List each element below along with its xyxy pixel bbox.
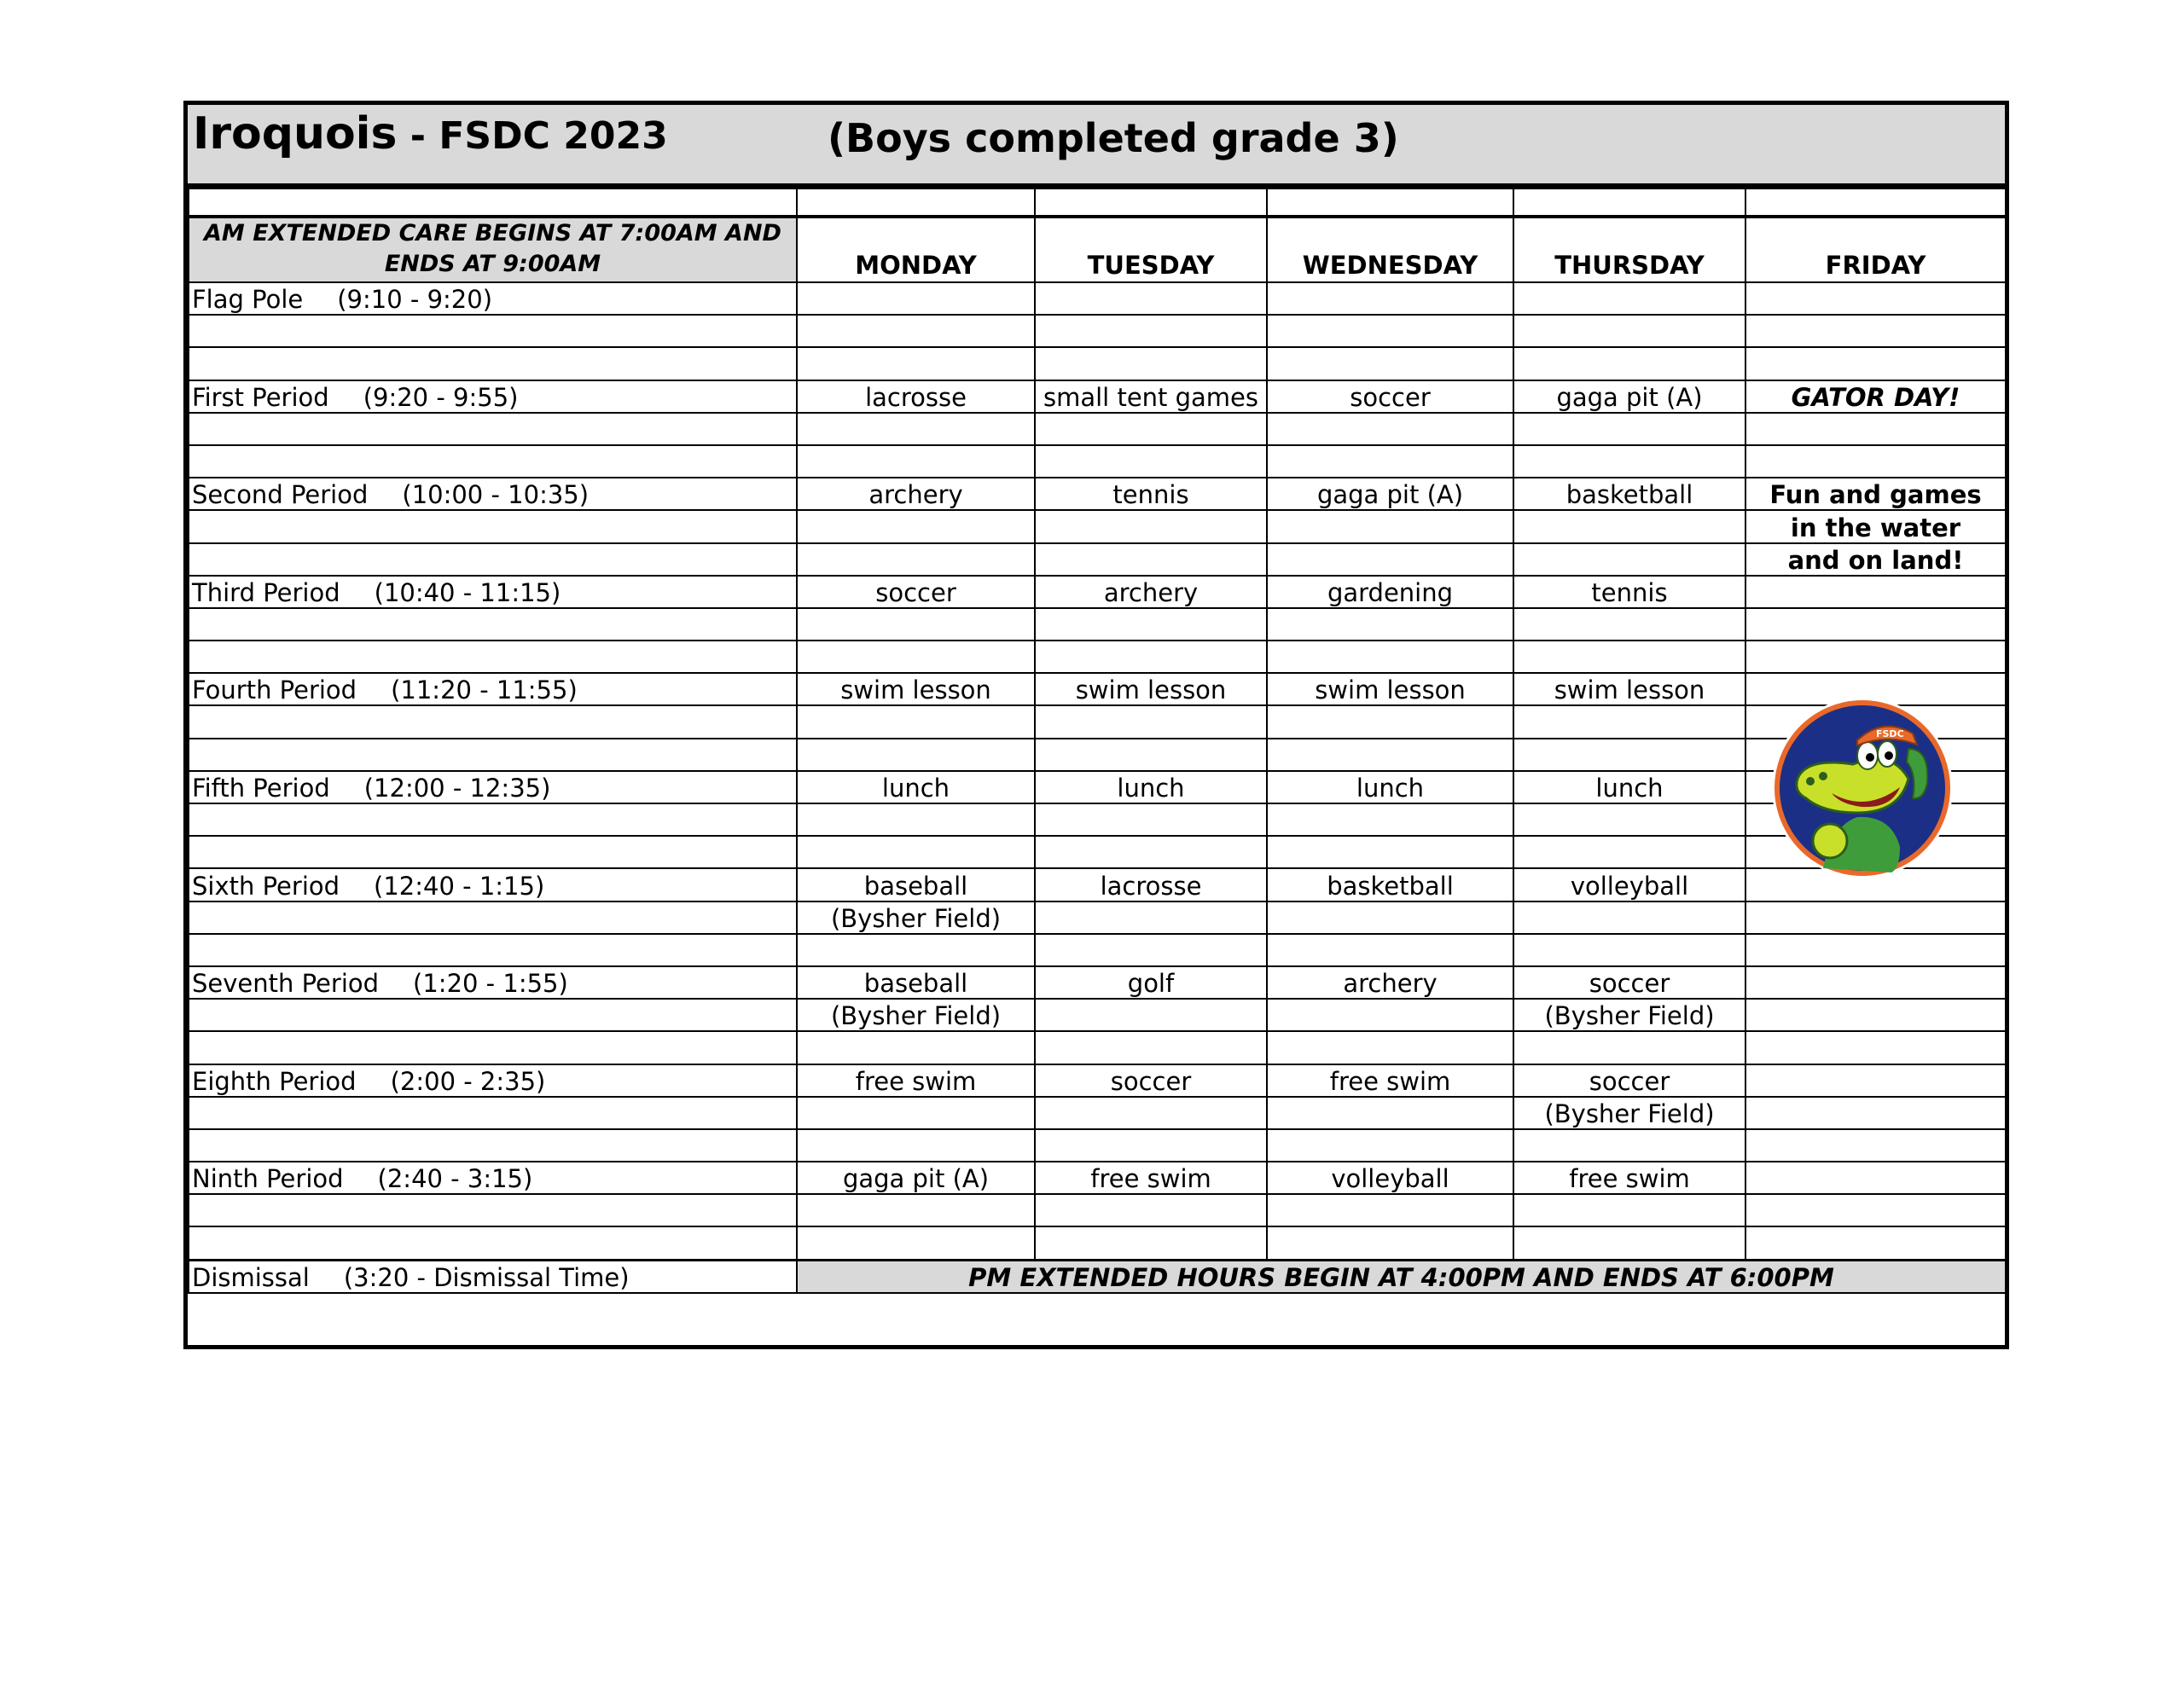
activity-cell-mon [797,836,1035,868]
activity-cell-mon [797,934,1035,966]
period-name: Sixth Period [192,871,340,901]
period-time: (9:10 - 9:20) [337,285,493,315]
schedule-row [189,608,2006,641]
schedule-row [189,510,2006,542]
period-time: (11:20 - 11:55) [391,675,578,705]
schedule-grid [188,188,2005,1294]
period-cell [189,413,797,445]
activity-cell-tue: lacrosse [1035,868,1267,901]
period-cell [189,510,797,542]
activity-cell-tue [1035,510,1267,542]
schedule-row [189,1129,2006,1162]
activity-cell-fri [1745,413,2006,445]
activity-cell-wed: gaga pit (A) [1267,478,1513,510]
activity-cell-fri: GATOR DAY! [1745,380,2006,413]
period-name: Fourth Period [192,675,357,705]
activity-cell-wed [1267,836,1513,868]
activity-cell-mon [797,1226,1035,1260]
activity-cell-fri [1745,347,2006,380]
activity-cell-fri: in the water [1745,510,2006,542]
period-name: Fifth Period [192,774,330,803]
activity-cell-mon: lunch [797,771,1035,803]
activity-cell-fri [1745,1097,2006,1129]
activity-cell-mon [797,1031,1035,1064]
period-cell [189,282,797,315]
schedule-row [189,966,2006,999]
schedule-row [189,1162,2006,1194]
activity-cell-tue [1035,934,1267,966]
schedule-row [189,1226,2006,1260]
activity-cell-mon [797,803,1035,836]
activity-cell-thu: free swim [1513,1162,1745,1194]
schedule-row [189,1097,2006,1129]
period-name: Eighth Period [192,1066,357,1096]
schedule-row [189,1064,2006,1097]
activity-cell-tue: free swim [1035,1162,1267,1194]
period-cell [189,868,797,901]
schedule-row [189,380,2006,413]
activity-cell-thu [1513,705,1745,738]
schedule-row [189,543,2006,576]
spacer-cell [189,188,797,217]
period-cell [189,803,797,836]
dismissal-label: Dismissal [192,1262,310,1292]
activity-cell-wed [1267,510,1513,542]
activity-cell-wed: basketball [1267,868,1513,901]
period-time: (1:20 - 1:55) [413,969,568,999]
activity-cell-thu [1513,803,1745,836]
spacer-cell [1745,188,2006,217]
activity-cell-wed [1267,315,1513,347]
activity-cell-mon [797,1097,1035,1129]
activity-cell-thu [1513,445,1745,478]
period-time: (10:00 - 10:35) [402,480,590,510]
period-cell [189,934,797,966]
activity-cell-tue [1035,315,1267,347]
activity-cell-fri [1745,608,2006,641]
activity-cell-wed [1267,543,1513,576]
activity-cell-wed [1267,999,1513,1031]
period-cell [189,1226,797,1260]
activity-cell-mon: swim lesson [797,673,1035,705]
title-dash: - [397,114,439,158]
period-cell [189,1129,797,1162]
activity-cell-tue [1035,282,1267,315]
activity-cell-wed: gardening [1267,576,1513,608]
spacer-cell [1513,188,1745,217]
activity-cell-tue: small tent games [1035,380,1267,413]
period-cell [189,1162,797,1194]
period-time: (9:20 - 9:55) [363,382,519,412]
period-cell [189,347,797,380]
activity-cell-wed [1267,282,1513,315]
activity-cell-thu: (Bysher Field) [1513,999,1745,1031]
spacer-cell [797,188,1035,217]
title-bar [188,105,2005,188]
activity-cell-mon: lacrosse [797,380,1035,413]
activity-cell-tue [1035,1226,1267,1260]
schedule-row [189,901,2006,934]
period-time: (2:40 - 3:15) [377,1164,533,1194]
activity-cell-fri [1745,315,2006,347]
period-cell [189,1194,797,1226]
activity-cell-mon [797,1194,1035,1226]
schedule-row [189,739,2006,771]
activity-cell-fri [1745,641,2006,673]
activity-cell-tue [1035,608,1267,641]
activity-cell-mon [797,413,1035,445]
activity-cell-thu: soccer [1513,1064,1745,1097]
activity-cell-wed: free swim [1267,1064,1513,1097]
activity-cell-tue: tennis [1035,478,1267,510]
schedule-row [189,347,2006,380]
activity-cell-mon: (Bysher Field) [797,999,1035,1031]
activity-cell-wed [1267,934,1513,966]
activity-cell-fri [1745,576,2006,608]
activity-cell-mon [797,705,1035,738]
activity-cell-thu [1513,413,1745,445]
activity-cell-wed [1267,445,1513,478]
activity-cell-fri: and on land! [1745,543,2006,576]
schedule-row [189,1031,2006,1064]
schedule-row [189,576,2006,608]
activity-cell-fri: Fun and games [1745,478,2006,510]
activity-cell-fri [1745,282,2006,315]
activity-cell-fri [1745,1129,2006,1162]
activity-cell-wed [1267,641,1513,673]
activity-cell-thu: lunch [1513,771,1745,803]
period-name: Ninth Period [192,1164,344,1194]
period-cell [189,445,797,478]
schedule-row [189,999,2006,1031]
schedule-row [189,803,2006,836]
activity-cell-fri [1745,1194,2006,1226]
activity-cell-mon [797,1129,1035,1162]
activity-cell-mon: archery [797,478,1035,510]
activity-cell-wed: soccer [1267,380,1513,413]
schedule-row [189,445,2006,478]
activity-cell-tue [1035,999,1267,1031]
dismissal-cell [189,1260,797,1293]
period-cell [189,836,797,868]
activity-cell-tue: soccer [1035,1064,1267,1097]
activity-cell-fri [1745,1031,2006,1064]
activity-cell-fri [1745,901,2006,934]
period-cell [189,608,797,641]
activity-cell-fri [1745,1064,2006,1097]
schedule-row [189,705,2006,738]
period-cell [189,1064,797,1097]
activity-cell-mon [797,282,1035,315]
activity-cell-thu [1513,1129,1745,1162]
activity-cell-thu [1513,641,1745,673]
activity-cell-tue [1035,901,1267,934]
activity-cell-fri [1745,934,2006,966]
activity-cell-mon [797,739,1035,771]
dismissal-row [189,1260,2006,1293]
day-header-thursday: THURSDAY [1513,217,1745,282]
activity-cell-thu [1513,1031,1745,1064]
activity-cell-tue [1035,1031,1267,1064]
activity-cell-tue: archery [1035,576,1267,608]
schedule-row [189,934,2006,966]
activity-cell-tue [1035,836,1267,868]
activity-cell-wed [1267,1129,1513,1162]
activity-cell-tue [1035,803,1267,836]
activity-cell-mon: baseball [797,868,1035,901]
activity-cell-wed [1267,803,1513,836]
activity-cell-wed [1267,739,1513,771]
activity-cell-mon: baseball [797,966,1035,999]
activity-cell-mon [797,445,1035,478]
group-title: (Boys completed grade 3) [828,115,1399,161]
schedule-row [189,315,2006,347]
schedule-row [189,282,2006,315]
period-cell [189,1097,797,1129]
period-cell [189,576,797,608]
activity-cell-tue [1035,1194,1267,1226]
activity-cell-mon: free swim [797,1064,1035,1097]
activity-cell-thu [1513,901,1745,934]
activity-cell-thu: basketball [1513,478,1745,510]
activity-cell-mon: soccer [797,576,1035,608]
gator-mascot-icon [1772,698,1953,878]
activity-cell-fri [1745,999,2006,1031]
gator-mascot-logo [1772,698,1953,878]
spacer-cell [1035,188,1267,217]
activity-cell-mon: gaga pit (A) [797,1162,1035,1194]
activity-cell-wed [1267,1031,1513,1064]
period-cell [189,771,797,803]
activity-cell-mon [797,510,1035,542]
day-header-friday: FRIDAY [1745,217,2006,282]
activity-cell-tue: golf [1035,966,1267,999]
schedule-row [189,836,2006,868]
schedule-row [189,673,2006,705]
activity-cell-mon: (Bysher Field) [797,901,1035,934]
period-cell [189,966,797,999]
activity-cell-thu [1513,608,1745,641]
period-name: First Period [192,382,329,412]
activity-cell-tue [1035,641,1267,673]
page-title [193,108,668,159]
schedule-row [189,1194,2006,1226]
activity-cell-wed [1267,901,1513,934]
activity-cell-thu: swim lesson [1513,673,1745,705]
activity-cell-thu: gaga pit (A) [1513,380,1745,413]
day-header-wednesday: WEDNESDAY [1267,217,1513,282]
activity-cell-tue: swim lesson [1035,673,1267,705]
period-cell [189,901,797,934]
am-extended-care-note: AM EXTENDED CARE BEGINS AT 7:00AM AND ENDS AT 9:00AM [189,217,797,282]
period-time: (2:00 - 2:35) [390,1066,546,1096]
schedule-row [189,771,2006,803]
activity-cell-thu [1513,1226,1745,1260]
activity-cell-mon [797,347,1035,380]
activity-cell-wed [1267,413,1513,445]
schedule-row [189,478,2006,510]
activity-cell-thu [1513,543,1745,576]
activity-cell-thu [1513,347,1745,380]
activity-cell-tue [1035,413,1267,445]
period-name: Seventh Period [192,969,380,999]
activity-cell-wed [1267,608,1513,641]
program-name: FSDC 2023 [439,114,668,158]
activity-cell-fri [1745,966,2006,999]
period-cell [189,380,797,413]
activity-cell-fri [1745,445,2006,478]
activity-cell-thu [1513,1194,1745,1226]
period-cell [189,999,797,1031]
activity-cell-wed: lunch [1267,771,1513,803]
period-cell [189,1031,797,1064]
spacer-cell [1267,188,1513,217]
activity-cell-tue [1035,543,1267,576]
period-cell [189,478,797,510]
activity-cell-mon [797,543,1035,576]
schedule-body [189,282,2006,1260]
period-cell [189,315,797,347]
activity-cell-tue [1035,739,1267,771]
activity-cell-thu [1513,836,1745,868]
activity-cell-thu [1513,510,1745,542]
activity-cell-tue [1035,445,1267,478]
schedule-row [189,413,2006,445]
activity-cell-mon [797,315,1035,347]
activity-cell-thu [1513,315,1745,347]
activity-cell-wed [1267,1194,1513,1226]
period-cell [189,705,797,738]
activity-cell-thu [1513,934,1745,966]
day-header-tuesday: TUESDAY [1035,217,1267,282]
activity-cell-tue [1035,347,1267,380]
activity-cell-wed [1267,347,1513,380]
svg-text:FSDC: FSDC [1876,728,1904,739]
activity-cell-tue [1035,1129,1267,1162]
activity-cell-fri [1745,1226,2006,1260]
activity-cell-wed [1267,1226,1513,1260]
period-time: (10:40 - 11:15) [374,577,561,607]
schedule-row [189,868,2006,901]
period-time: (12:00 - 12:35) [363,774,551,803]
activity-cell-wed [1267,705,1513,738]
schedule-row [189,641,2006,673]
pm-extended-hours-note: PM EXTENDED HOURS BEGIN AT 4:00PM AND ENDS AT 6:00PM [797,1260,2006,1293]
activity-cell-thu [1513,282,1745,315]
period-name: Flag Pole [192,285,304,315]
activity-cell-thu: (Bysher Field) [1513,1097,1745,1129]
period-cell [189,543,797,576]
period-name: Second Period [192,480,369,510]
activity-cell-wed [1267,1097,1513,1129]
period-cell [189,739,797,771]
activity-cell-tue [1035,705,1267,738]
activity-cell-mon [797,608,1035,641]
activity-cell-thu [1513,739,1745,771]
activity-cell-mon [797,641,1035,673]
header-row [189,217,2006,282]
activity-cell-wed: volleyball [1267,1162,1513,1194]
spacer-row [189,188,2006,217]
camp-name: Iroquois [193,108,398,159]
period-cell [189,673,797,705]
day-header-monday: MONDAY [797,217,1035,282]
activity-cell-tue: lunch [1035,771,1267,803]
period-name: Third Period [192,577,340,607]
schedule-table [188,188,2007,1294]
period-time: (12:40 - 1:15) [374,871,545,901]
activity-cell-wed: archery [1267,966,1513,999]
activity-cell-tue [1035,1097,1267,1129]
schedule-sheet [183,101,2009,1349]
activity-cell-thu: volleyball [1513,868,1745,901]
period-cell [189,641,797,673]
activity-cell-thu: tennis [1513,576,1745,608]
activity-cell-thu: soccer [1513,966,1745,999]
activity-cell-fri [1745,1162,2006,1194]
activity-cell-wed: swim lesson [1267,673,1513,705]
dismissal-time: (3:20 - Dismissal Time) [343,1262,630,1292]
